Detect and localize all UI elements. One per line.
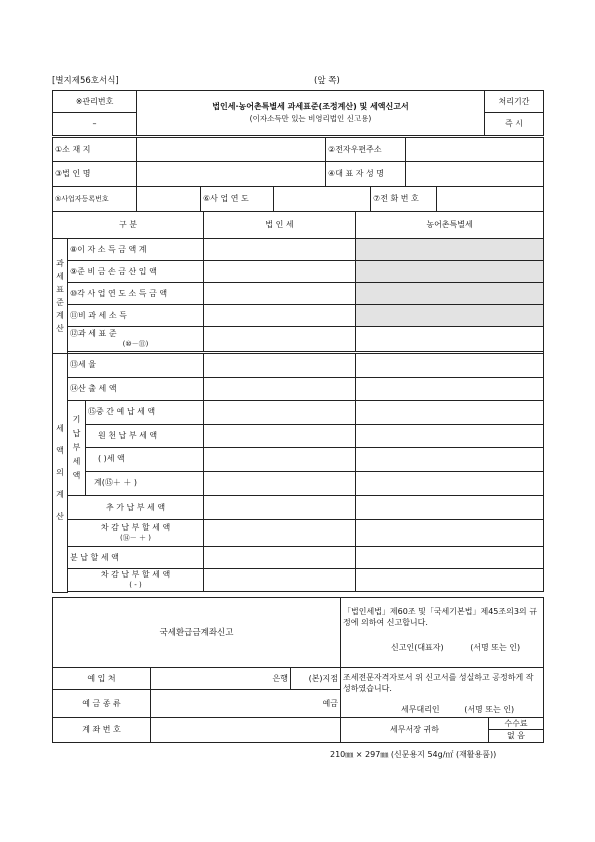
interim-tax-corp-field[interactable]: [204, 400, 356, 424]
withholding-tax-rural-field[interactable]: [356, 424, 544, 447]
agent-line: [343, 704, 541, 715]
additional-payment-label: 추 가 납 부 세 액: [68, 496, 204, 520]
nontaxable-income-rural-field: [356, 305, 544, 327]
prepaid-tax-label: 기납부세액: [68, 400, 86, 495]
tax-base-label: ⑫과 세 표 준: [70, 328, 117, 338]
tax-rate-rural-field[interactable]: [356, 353, 544, 377]
additional-payment-corp-field[interactable]: [204, 496, 356, 520]
email-field[interactable]: [406, 138, 544, 162]
title-block: [52, 90, 544, 136]
net-payment-formula: ( - ): [129, 581, 142, 590]
category-header: 구 분: [53, 212, 204, 239]
phone-field[interactable]: [437, 187, 544, 212]
declaration-statement: 「법인세법」제60조 및「국세기본법」제45조의3의 규정에 의하여 신고합니다.: [343, 607, 537, 627]
address-field[interactable]: [137, 138, 326, 162]
rural-tax-header: 농어촌특별세: [356, 212, 544, 239]
biz-year-field[interactable]: [274, 187, 371, 212]
difference-payment-label: 차 감 납 부 할 세 액: [100, 523, 171, 533]
prepaid-total-corp-field[interactable]: [204, 471, 356, 495]
reserve-deduction-rural-field: [356, 261, 544, 283]
address-label: ①소 재 지: [53, 138, 137, 162]
business-year-income-label: ⑩각 사 업 연 도 소 득 금 액: [68, 283, 204, 305]
other-tax-corp-field[interactable]: [204, 447, 356, 471]
prepaid-total-label: 계(⑮＋ ＋ ): [86, 471, 204, 495]
tax-rate-corp-field[interactable]: [204, 353, 356, 377]
tax-base-section-label: 과세표준계산: [53, 239, 68, 353]
bank-field[interactable]: [151, 668, 291, 690]
corp-name-field[interactable]: [137, 162, 326, 187]
form-number: [별지제56호서식]: [52, 76, 119, 86]
processing-period-label: 처리기간: [485, 91, 544, 113]
tax-calc-section-label: 세액의계산: [53, 353, 68, 593]
agent-cell: [341, 668, 544, 718]
interest-income-corp-field[interactable]: [204, 239, 356, 261]
form-title: 법인세·농어촌특별세 과세표준(조정계산) 및 세액신고서: [212, 102, 409, 111]
reporter-label: 신고인(대표자): [391, 643, 444, 652]
interest-income-rural-field: [356, 239, 544, 261]
biz-year-label: ⑥사 업 연 도: [201, 187, 274, 212]
agent-statement: 조세전문자격자로서 위 신고서를 성실하고 공정하게 작성하였습니다.: [343, 673, 534, 693]
deposit-type-label: 예 금 종 류: [53, 690, 151, 718]
net-payment-label: 차 감 납 부 할 세 액: [100, 570, 171, 580]
rep-name-field[interactable]: [406, 162, 544, 187]
tax-rate-label: ⑬세 율: [68, 353, 204, 377]
deposit-type-field[interactable]: [151, 690, 341, 718]
paper-spec: 210㎜ × 297㎜ (신문용지 54g/㎡ (재활용품)): [330, 750, 497, 759]
page-side-label: (앞 쪽): [314, 76, 340, 86]
corp-tax-header: 법 인 세: [204, 212, 356, 239]
corp-name-label: ③법 인 명: [53, 162, 137, 187]
withholding-tax-label: 원 천 납 부 세 액: [86, 424, 204, 447]
business-year-income-corp-field[interactable]: [204, 283, 356, 305]
phone-label: ⑦전 화 번 호: [371, 187, 437, 212]
account-number-label: 계 좌 번 호: [53, 718, 151, 743]
interest-income-label: ⑧이 자 소 득 금 액 계: [68, 239, 204, 261]
refund-account-title: 국세환급금계좌신고: [53, 598, 341, 668]
bank-unit: 은행: [272, 673, 288, 683]
account-number-field[interactable]: [151, 718, 341, 743]
fee-label: 수수료: [489, 718, 543, 730]
tax-base-label-cell: [68, 327, 204, 351]
management-number-value[interactable]: –: [53, 113, 137, 136]
processing-period-value: 즉 시: [485, 113, 544, 136]
prepaid-total-rural-field[interactable]: [356, 471, 544, 495]
tax-base-rural-field[interactable]: [356, 327, 544, 351]
spacer: [68, 592, 544, 593]
declaration-cell: [341, 598, 544, 668]
interim-tax-label: ⑮중 간 예 납 세 액: [86, 400, 204, 424]
fee-value: 없 음: [507, 731, 526, 740]
nontaxable-income-corp-field[interactable]: [204, 305, 356, 327]
installment-rural-field[interactable]: [356, 547, 544, 569]
reserve-deduction-label: ⑨준 비 금 손 금 산 입 액: [68, 261, 204, 283]
tax-base-corp-field[interactable]: [204, 327, 356, 351]
tax-base-formula: (⑩－⑪): [122, 339, 149, 348]
biz-reg-no-label: ⑤사업자등록번호: [53, 187, 137, 212]
interim-tax-rural-field[interactable]: [356, 400, 544, 424]
additional-payment-rural-field[interactable]: [356, 496, 544, 520]
calculated-tax-corp-field[interactable]: [204, 377, 356, 400]
tax-computation-table: [52, 211, 544, 593]
net-payment-corp-field[interactable]: [204, 569, 356, 592]
nontaxable-income-label: ⑪비 과 세 소 득: [68, 305, 204, 327]
fee-cell: [489, 718, 544, 743]
calculated-tax-rural-field[interactable]: [356, 377, 544, 400]
net-payment-cell: [68, 569, 204, 592]
installment-corp-field[interactable]: [204, 547, 356, 569]
agent-signature[interactable]: (서명 또는 인): [464, 705, 515, 714]
biz-reg-no-field[interactable]: [137, 187, 201, 212]
net-payment-rural-field[interactable]: [356, 569, 544, 592]
calculated-tax-label: ⑭산 출 세 액: [68, 377, 204, 400]
reporter-line: [343, 642, 541, 653]
business-year-income-rural-field: [356, 283, 544, 305]
form-subtitle: (이자소득만 있는 비영리법인 신고용): [249, 114, 372, 123]
bank-label: 예 입 처: [53, 668, 151, 690]
difference-payment-corp-field[interactable]: [204, 520, 356, 547]
other-tax-rural-field[interactable]: [356, 447, 544, 471]
other-tax-label: ( )세 액: [86, 447, 204, 471]
email-label: ②전자우편주소: [326, 138, 406, 162]
branch-unit: (본)지점: [308, 673, 339, 683]
agent-label: 세무대리인: [401, 705, 440, 714]
branch-field[interactable]: [291, 668, 341, 690]
tax-office-label: 세무서장 귀하: [341, 718, 489, 743]
deposit-unit: 예금: [322, 698, 339, 708]
difference-payment-rural-field[interactable]: [356, 520, 544, 547]
installment-label: 분 납 할 세 액: [68, 547, 204, 569]
rep-name-label: ④대 표 자 성 명: [326, 162, 406, 187]
withholding-tax-corp-field[interactable]: [204, 424, 356, 447]
management-number-label: ※관리번호: [53, 91, 137, 113]
bottom-block: [52, 597, 544, 743]
form-title-cell: [137, 91, 485, 136]
reserve-deduction-corp-field[interactable]: [204, 261, 356, 283]
difference-payment-formula: (⑭－ ＋ ): [120, 534, 151, 543]
taxpayer-info-table: [52, 137, 544, 212]
reporter-signature[interactable]: (서명 또는 인): [470, 643, 521, 652]
difference-payment-cell: [68, 520, 204, 547]
